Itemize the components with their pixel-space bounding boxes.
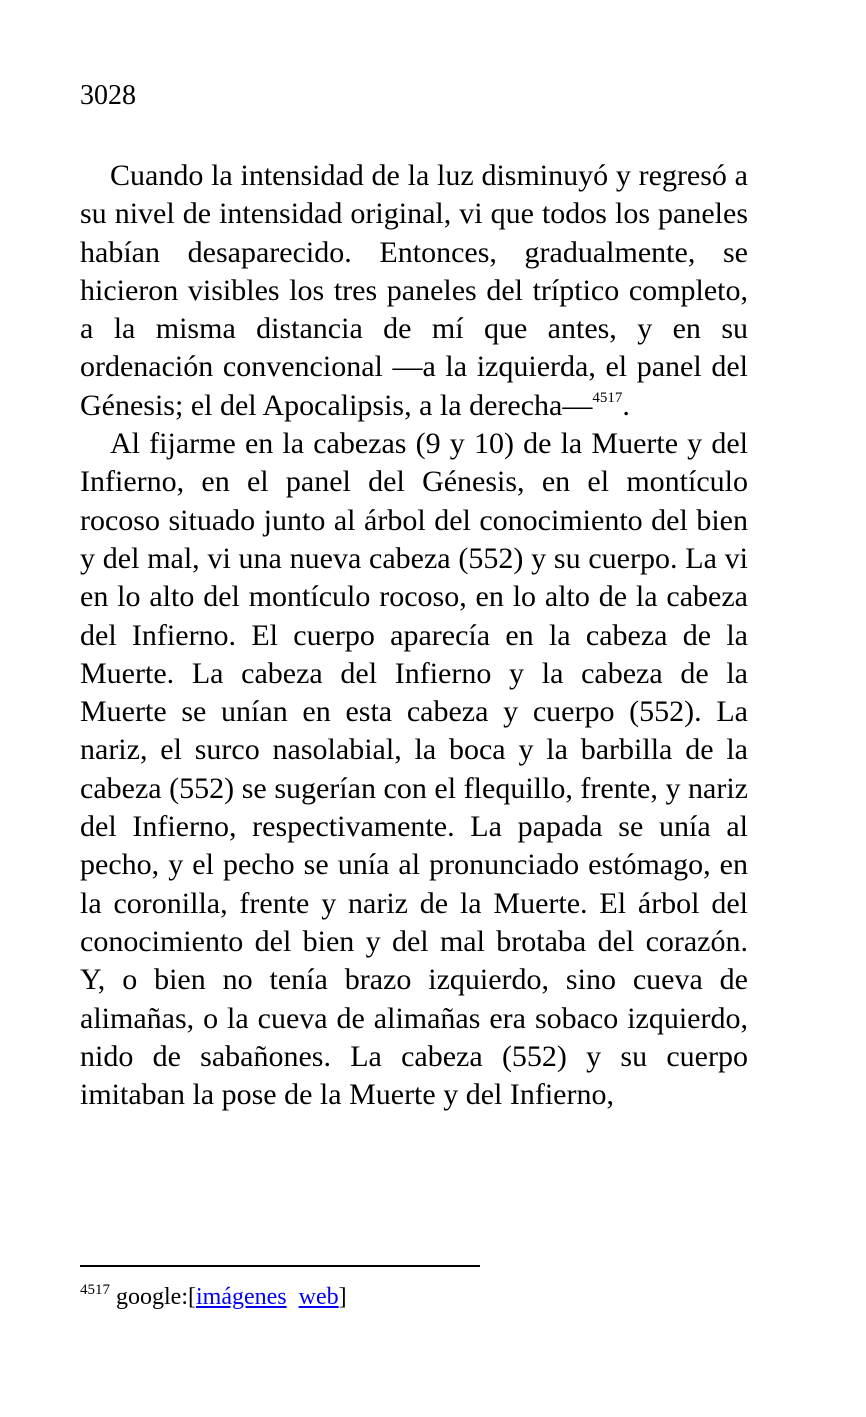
web-link[interactable]: web: [298, 1284, 339, 1310]
footnote-divider: [80, 1265, 480, 1267]
footnote: [80, 1282, 347, 1312]
paragraph: [80, 157, 748, 425]
paragraph-text: Cuando la intensidad de la luz disminuyó y regresó a su nivel de intensidad original, vi que todos los paneles habían desaparecido. Entonces, gradualmente, se hicieron visibles los tres paneles del tríptico completo, a la misma distancia de mí que antes, y en su ordenación convencional ―a la izquierda, el panel del Génesis; el del Apocalipsis, a la derecha―: [80, 159, 748, 422]
page-number: 3028: [80, 80, 136, 111]
paragraph-text-end: .: [622, 388, 630, 422]
images-link[interactable]: imágenes: [195, 1284, 287, 1310]
footnote-number: 4517: [80, 1282, 110, 1298]
paragraph-text: Al fijarme en la cabezas (9 y 10) de la Muerte y del Infierno, en el panel del Génesis, en el montículo rocoso situado junto al árbol del conocimiento del bien y del mal, vi una nueva cabeza (552) y su cuerpo. La vi en lo alto del montículo rocoso, en lo alto de la cabeza del Infierno. El cuerpo aparecía en la cabeza de la Muerte. La cabeza del Infierno y la cabeza de la Muerte se unían en esta cabeza y cuerpo (552). La nariz, el surco nasolabial, la boca y la barbilla de la cabeza (552) se sugerían con el flequillo, frente, y nariz del Infierno, respectivamente. La papada se unía al pecho, y el pecho se unía al pronunciado estómago, en la coronilla, frente y nariz de la Muerte. El árbol del conocimiento del bien y del mal brotaba del corazón. Y, o bien no tenía brazo izquierdo, sino cueva de alimañas, o la cueva de alimañas era sobaco izquierdo, nido de sabañones. La cabeza (552) y su cuerpo imitaban la pose de la Muerte y del Infierno,: [80, 427, 748, 1112]
footnote-reference[interactable]: 4517: [592, 389, 623, 406]
footnote-suffix: ]: [338, 1284, 347, 1310]
body-text: [80, 157, 748, 1114]
footnote-prefix: google:[: [116, 1284, 196, 1310]
paragraph: [80, 425, 748, 1114]
